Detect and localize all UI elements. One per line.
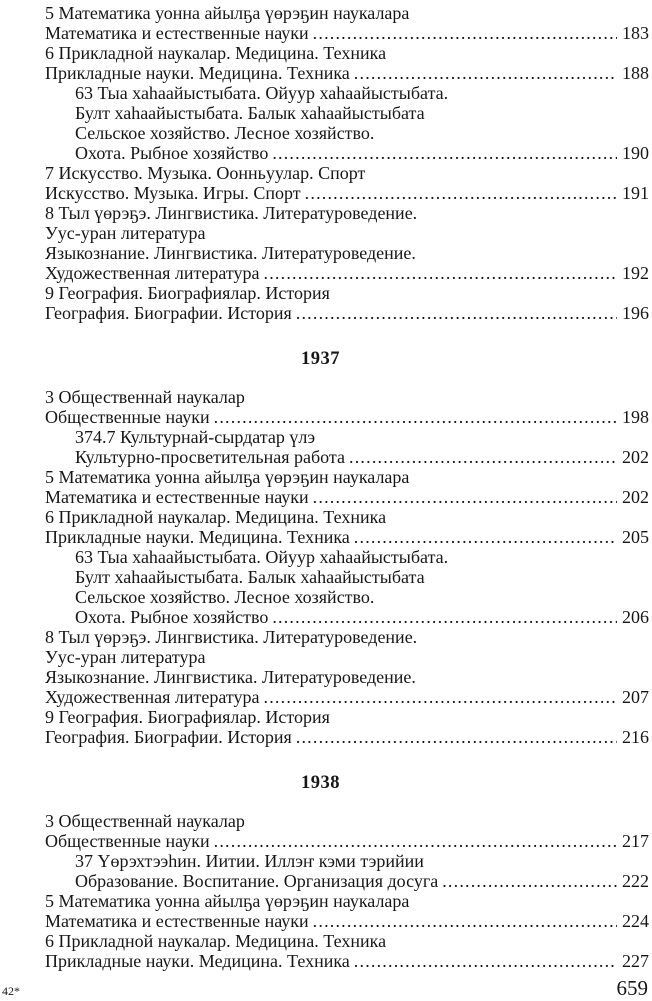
toc-entry	[45, 587, 649, 607]
dot-leader	[264, 687, 617, 707]
dot-leader	[313, 911, 617, 931]
toc-entry-text: 5 Математика уонна айылҕа үөрэҕин наукалара	[45, 467, 410, 487]
toc-entry-page: 217	[622, 831, 649, 851]
toc-entry-text: 6 Прикладной наукалар. Медицина. Техника	[45, 43, 387, 63]
toc-entry	[45, 911, 649, 931]
toc-entry-page: 202	[622, 487, 649, 507]
toc-entry	[45, 23, 649, 43]
toc-entry-text: Математика и естественные науки	[45, 911, 309, 931]
toc-entry-text: Уус-уран литература	[45, 223, 206, 243]
toc-entry-text: Уус-уран литература	[45, 647, 206, 667]
page-number: 659	[616, 976, 648, 1000]
toc-entry-text: 5 Математика уонна айылҕа үөрэҕин наукалара	[45, 3, 410, 23]
dot-leader	[354, 63, 617, 83]
toc-entry-page: 224	[622, 911, 649, 931]
toc-entry	[45, 303, 649, 323]
toc-entry-text: Образование. Воспитание. Организация досуга	[75, 871, 439, 891]
toc-entry	[45, 223, 649, 243]
toc-entry-page: 227	[622, 951, 649, 971]
toc-entry	[45, 243, 649, 263]
toc-entry-text: Прикладные науки. Медицина. Техника	[45, 63, 350, 83]
toc-entry-text: 63 Тыа хаһаайыстыбата. Ойуур хаһаайыстыбата.	[75, 547, 449, 567]
toc-entry-text: 9 География. Биографиялар. История	[45, 707, 330, 727]
toc-entry-page: 205	[622, 527, 649, 547]
toc-entry-page: 196	[622, 303, 649, 323]
toc-entry	[45, 447, 649, 467]
toc-entry	[45, 183, 649, 203]
dot-leader	[442, 871, 617, 891]
toc-entry-page: 183	[622, 23, 649, 43]
toc-entry	[45, 607, 649, 627]
toc-entry	[45, 851, 649, 871]
toc-entry-text: 9 География. Биографиялар. История	[45, 283, 330, 303]
dot-leader	[354, 527, 617, 547]
toc-entry	[45, 527, 649, 547]
toc-entry-text: Языкознание. Лингвистика. Литературоведение.	[45, 667, 416, 687]
toc-entry	[45, 667, 649, 687]
toc-entry	[45, 627, 649, 647]
toc-entry-text: Булт хаһаайыстыбата. Балык хаһаайыстыбата	[75, 103, 425, 123]
toc-entry-page: 198	[622, 407, 649, 427]
toc-entry	[45, 931, 649, 951]
toc-entry-page: 192	[622, 263, 649, 283]
toc-entry-text: Булт хаһаайыстыбата. Балык хаһаайыстыбата	[75, 567, 425, 587]
toc-entry	[45, 707, 649, 727]
toc-entry-text: 8 Тыл үөрэҕэ. Лингвистика. Литературоведение.	[45, 203, 418, 223]
toc-entry-text: 37 Үөрэхтээһин. Иитии. Иллэҥ кэми тэрийии	[75, 851, 424, 871]
toc-entry-page: 191	[622, 183, 649, 203]
toc-entry	[45, 43, 649, 63]
toc-entry-text: География. Биографии. История	[45, 727, 292, 747]
toc-entry-text: 63 Тыа хаһаайыстыбата. Ойуур хаһаайыстыбата.	[75, 83, 449, 103]
toc-entry-text: Охота. Рыбное хозяйство	[75, 143, 269, 163]
toc-entry	[45, 63, 649, 83]
toc-entry-text: 5 Математика уонна айылҕа үөрэҕин наукалара	[45, 891, 410, 911]
toc-entry-text: Художественная литература	[45, 263, 260, 283]
toc-entry	[45, 811, 649, 831]
toc-entry	[45, 3, 649, 23]
toc-entry	[45, 567, 649, 587]
toc-entry-page: 207	[622, 687, 649, 707]
toc-entry	[45, 487, 649, 507]
toc-entry-text: Математика и естественные науки	[45, 23, 309, 43]
toc-entry	[45, 647, 649, 667]
toc-entry-text: 7 Искусство. Музыка. Оонньуулар. Спорт	[45, 163, 366, 183]
year-heading: 1937	[301, 349, 340, 369]
toc-entry	[45, 283, 649, 303]
dot-leader	[214, 407, 617, 427]
dot-leader	[264, 263, 617, 283]
toc-entry	[45, 831, 649, 851]
toc-entry	[45, 387, 649, 407]
toc-entry-text: 6 Прикладной наукалар. Медицина. Техника	[45, 931, 387, 951]
toc-entry-text: Охота. Рыбное хозяйство	[75, 607, 269, 627]
toc-entry-text: Общественные науки	[45, 407, 210, 427]
toc-entry	[45, 163, 649, 183]
toc-entry	[45, 467, 649, 487]
dot-leader	[313, 487, 617, 507]
toc-entry-text: 3 Общественнай наукалар	[45, 387, 245, 407]
toc-entry	[45, 123, 649, 143]
toc-entry	[45, 427, 649, 447]
toc-entry-text: Общественные науки	[45, 831, 210, 851]
toc-entry-text: Культурно-просветительная работа	[75, 447, 346, 467]
toc-entry	[45, 83, 649, 103]
toc-entry	[45, 951, 649, 971]
toc-entry-page: 188	[622, 63, 649, 83]
toc-entry	[45, 687, 649, 707]
toc-entry	[45, 263, 649, 283]
dot-leader	[296, 303, 617, 323]
toc-entry-page: 206	[622, 607, 649, 627]
dot-leader	[272, 607, 617, 627]
toc-entry-text: Прикладные науки. Медицина. Техника	[45, 951, 350, 971]
toc-entry	[45, 203, 649, 223]
toc-entry-text: Математика и естественные науки	[45, 487, 309, 507]
dot-leader	[296, 727, 617, 747]
toc-entry-text: Искусство. Музыка. Игры. Спорт	[45, 183, 301, 203]
dot-leader	[305, 183, 617, 203]
toc-entry-text: Сельское хозяйство. Лесное хозяйство.	[75, 587, 375, 607]
toc-entry	[45, 143, 649, 163]
toc-entry-text: Художественная литература	[45, 687, 260, 707]
toc-entry-text: Сельское хозяйство. Лесное хозяйство.	[75, 123, 375, 143]
toc-entry-page: 202	[622, 447, 649, 467]
toc-entry-page: 216	[622, 727, 649, 747]
toc-entry-text: 374.7 Культурнай-сырдатар үлэ	[75, 427, 316, 447]
toc-entry-page: 222	[622, 871, 649, 891]
toc-entry	[45, 727, 649, 747]
toc-entry-text: Языкознание. Лингвистика. Литературоведение.	[45, 243, 416, 263]
year-heading: 1938	[301, 773, 340, 793]
dot-leader	[313, 23, 617, 43]
toc-entry-text: Прикладные науки. Медицина. Техника	[45, 527, 350, 547]
dot-leader	[214, 831, 617, 851]
toc-entry-text: 6 Прикладной наукалар. Медицина. Техника	[45, 507, 387, 527]
dot-leader	[354, 951, 617, 971]
toc-entry-text: 3 Общественнай наукалар	[45, 811, 245, 831]
dot-leader	[349, 447, 617, 467]
toc-entry-text: 8 Тыл үөрэҕэ. Лингвистика. Литературоведение.	[45, 627, 418, 647]
toc-entry-text: География. Биографии. История	[45, 303, 292, 323]
toc-entry-page: 190	[622, 143, 649, 163]
toc-entry	[45, 891, 649, 911]
toc-entry	[45, 507, 649, 527]
toc-entry	[45, 871, 649, 891]
signature-mark: 42*	[2, 984, 20, 998]
toc-content	[45, 3, 649, 971]
toc-entry	[45, 547, 649, 567]
toc-entry	[45, 103, 649, 123]
toc-entry	[45, 407, 649, 427]
dot-leader	[272, 143, 617, 163]
